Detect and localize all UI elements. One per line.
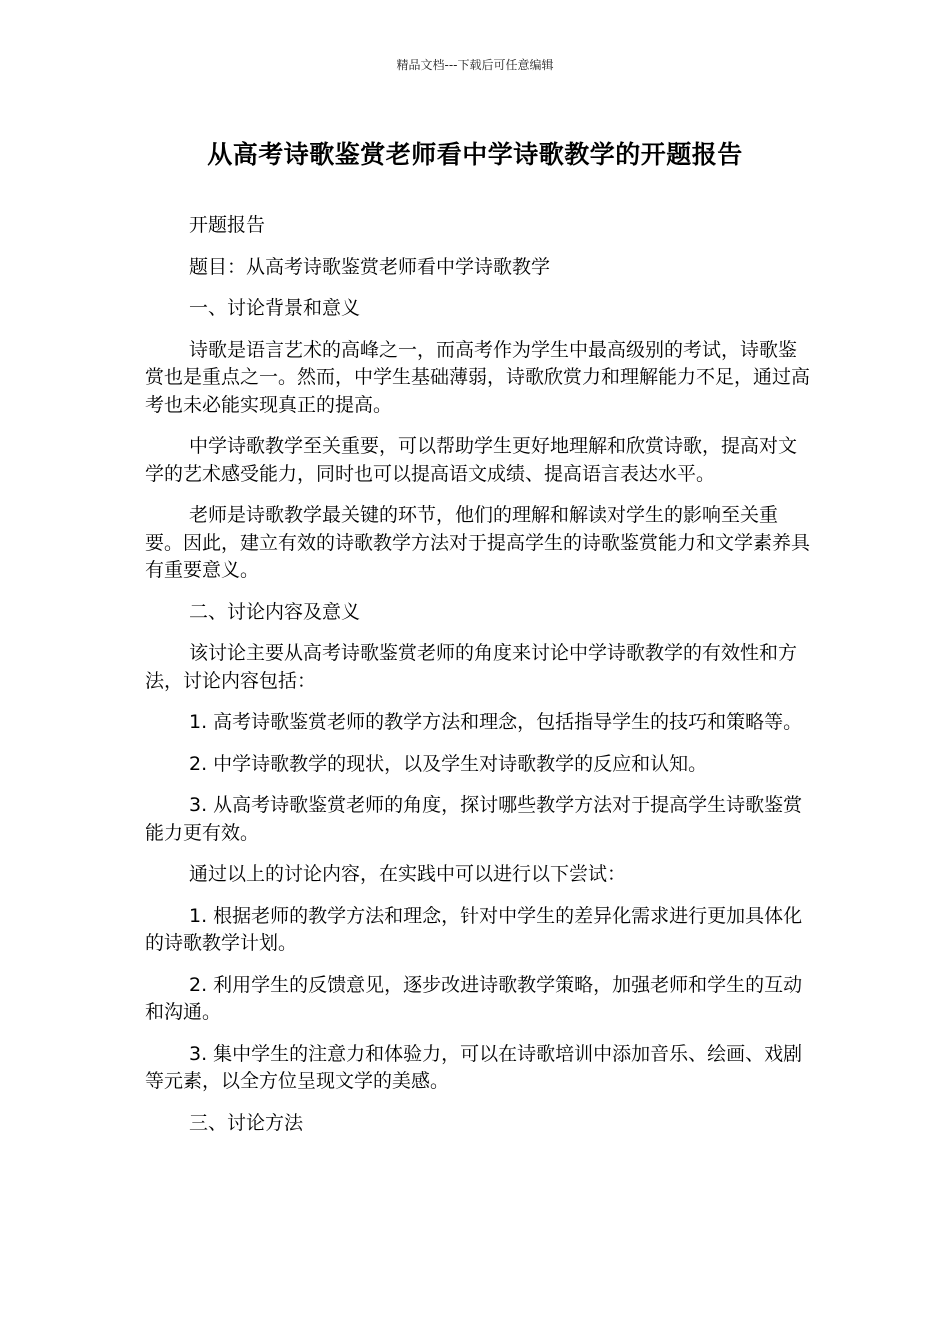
page-header: 精品文档---下载后可任意编辑 <box>396 58 554 72</box>
paragraph: 中学诗歌教学至关重要，可以帮助学生更好地理解和欣赏诗歌，提高对文学的艺术感受能力，同时也可以提高语文成绩、提高语言表达水平。 <box>145 435 798 485</box>
document-title: 从高考诗歌鉴赏老师看中学诗歌教学的开题报告 <box>207 140 743 169</box>
paragraph: 老师是诗歌教学最关键的环节，他们的理解和解读对学生的影响至关重要。因此，建立有效的诗歌教学方法对于提高学生的诗歌鉴赏能力和文学素养具有重要意义。 <box>145 504 811 581</box>
topic-line: 题目：从高考诗歌鉴赏老师看中学诗歌教学 <box>189 255 551 278</box>
section-label: 开题报告 <box>189 214 266 236</box>
list-item: 2. 利用学生的反馈意见，逐步改进诗歌教学策略，加强老师和学生的互动和沟通。 <box>145 973 803 1023</box>
document-body <box>145 212 810 1151</box>
list-item: 3. 集中学生的注意力和体验力，可以在诗歌培训中添加音乐、绘画、戏剧等元素，以全方位呈现文学的美感。 <box>145 1042 803 1092</box>
paragraph: 诗歌是语言艺术的高峰之一，而高考作为学生中最高级别的考试，诗歌鉴赏也是重点之一。然而，中学生基础薄弱，诗歌欣赏力和理解能力不足，通过高考也未必能实现真正的提高。 <box>145 338 811 416</box>
list-item: 3. 从高考诗歌鉴赏老师的角度，探讨哪些教学方法对于提高学生诗歌鉴赏能力更有效。 <box>145 794 803 844</box>
section-heading: 三、讨论方法 <box>189 1111 304 1134</box>
paragraph: 该讨论主要从高考诗歌鉴赏老师的角度来讨论中学诗歌教学的有效性和方法，讨论内容包括： <box>145 642 798 692</box>
list-item: 1. 根据老师的教学方法和理念，针对中学生的差异化需求进行更加具体化的诗歌教学计划。 <box>145 904 803 954</box>
list-item: 2. 中学诗歌教学的现状，以及学生对诗歌教学的反应和认知。 <box>189 752 708 775</box>
section-heading: 一、讨论背景和意义 <box>189 297 361 319</box>
section-heading: 二、讨论内容及意义 <box>189 600 361 623</box>
list-item: 1. 高考诗歌鉴赏老师的教学方法和理念，包括指导学生的技巧和策略等。 <box>189 711 803 733</box>
paragraph: 通过以上的讨论内容，在实践中可以进行以下尝试： <box>189 863 627 885</box>
